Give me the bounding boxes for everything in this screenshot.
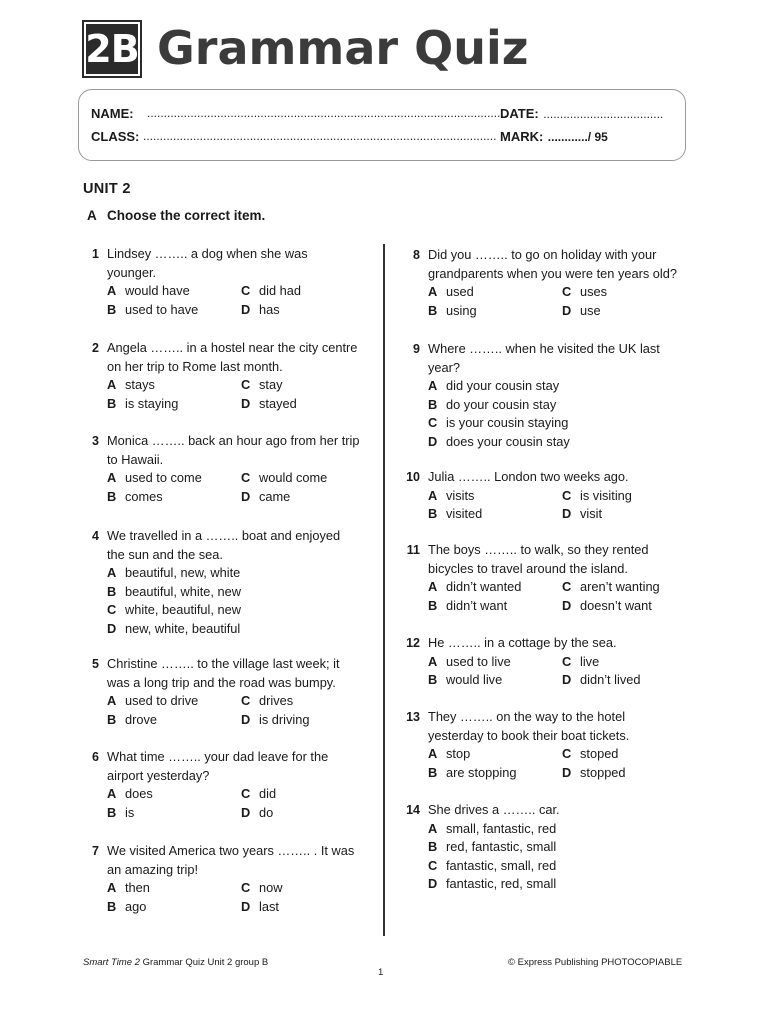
answer-option-d[interactable]: [562, 764, 629, 783]
option-text: doesn’t want: [580, 597, 652, 613]
question-3: [83, 432, 360, 506]
answer-option-d[interactable]: [241, 898, 354, 917]
answer-option-b[interactable]: [107, 898, 241, 917]
mark-row: [500, 128, 608, 146]
option-letter: D: [562, 764, 572, 780]
name-field[interactable]: ............................................................................................................: [147, 106, 508, 120]
option-text: used to have: [125, 301, 199, 317]
question-number: 5: [92, 657, 99, 671]
option-text: came: [259, 488, 291, 504]
answer-option-b[interactable]: [107, 711, 241, 730]
option-text: used to drive: [125, 693, 199, 709]
option-letter: C: [241, 283, 251, 299]
answer-option-d[interactable]: [241, 488, 360, 507]
answer-option-c[interactable]: [562, 283, 677, 302]
answer-options: [107, 692, 340, 729]
answer-option-c[interactable]: [241, 879, 354, 898]
option-letter: B: [428, 396, 438, 412]
option-letter: A: [428, 746, 438, 762]
option-text: do your cousin stay: [446, 396, 557, 412]
question-stem: Julia …….. London two weeks ago.: [428, 469, 629, 484]
option-text: white, beautiful, new: [125, 602, 241, 618]
question-8: [404, 246, 677, 320]
option-letter: A: [107, 880, 117, 896]
answer-option-a[interactable]: [107, 282, 241, 301]
answer-option-a[interactable]: [107, 692, 241, 711]
option-letter: D: [107, 620, 117, 636]
answer-options: [107, 282, 308, 319]
option-letter: A: [428, 487, 438, 503]
option-letter: A: [107, 377, 117, 393]
option-text: does: [125, 786, 153, 802]
answer-options: [428, 487, 632, 524]
answer-option-b[interactable]: [428, 597, 562, 616]
option-text: visited: [446, 506, 483, 522]
option-text: did your cousin stay: [446, 378, 560, 394]
option-letter: C: [428, 857, 438, 873]
option-text: stopped: [580, 764, 626, 780]
option-letter: C: [241, 693, 251, 709]
answer-option-d[interactable]: [107, 620, 340, 639]
answer-option-d[interactable]: [428, 433, 660, 452]
option-text: beautiful, new, white: [125, 565, 241, 581]
class-field[interactable]: ..........................................................................................................: [143, 129, 497, 143]
question-stem: younger.: [107, 264, 157, 280]
option-letter: D: [241, 488, 251, 504]
question-stem: on her trip to Rome last month.: [107, 358, 283, 374]
question-13: [404, 708, 629, 782]
question-stem: year?: [428, 359, 461, 375]
answer-option-b[interactable]: [107, 488, 241, 507]
option-text: do: [259, 804, 274, 820]
answer-option-c[interactable]: [428, 857, 560, 876]
option-text: used to come: [125, 470, 202, 486]
question-stem: Christine …….. to the village last week; it: [107, 656, 340, 671]
question-stem: to Hawaii.: [107, 451, 164, 467]
page-number: 1: [378, 967, 384, 978]
option-text: last: [259, 898, 279, 914]
answer-option-d[interactable]: [428, 875, 560, 894]
option-letter: B: [428, 764, 438, 780]
option-letter: C: [241, 880, 251, 896]
question-9: [404, 340, 660, 452]
question-number: 3: [92, 434, 99, 448]
question-number: 12: [406, 636, 420, 650]
option-letter: C: [562, 284, 572, 300]
class-label: CLASS:: [91, 129, 140, 144]
option-letter: A: [107, 565, 117, 581]
option-text: didn’t wanted: [446, 579, 522, 595]
mark-label: MARK:: [500, 129, 544, 144]
unit-badge: 2B: [82, 20, 142, 78]
option-text: using: [446, 302, 477, 318]
question-stem: the sun and the sea.: [107, 546, 223, 562]
answer-option-c[interactable]: [107, 601, 340, 620]
option-text: beautiful, white, new: [125, 583, 241, 599]
question-number: 1: [92, 247, 99, 261]
question-stem: Where …….. when he visited the UK last: [428, 341, 660, 356]
option-letter: D: [241, 301, 251, 317]
option-text: didn’t lived: [580, 672, 641, 688]
option-text: is your cousin staying: [446, 415, 569, 431]
question-number: 10: [406, 470, 420, 484]
option-letter: D: [428, 433, 438, 449]
copyright: © Express Publishing PHOTOCOPIABLE: [508, 957, 683, 968]
option-letter: B: [107, 301, 117, 317]
option-letter: B: [107, 711, 117, 727]
question-4: [83, 527, 340, 639]
option-letter: D: [562, 597, 572, 613]
option-letter: D: [241, 898, 251, 914]
answer-option-a[interactable]: [107, 879, 241, 898]
name-row: [91, 105, 508, 123]
question-stem: an amazing trip!: [107, 861, 199, 877]
answer-option-d[interactable]: [241, 804, 328, 823]
option-text: is driving: [259, 711, 310, 727]
answer-option-c[interactable]: [241, 785, 328, 804]
option-letter: D: [562, 672, 572, 688]
answer-option-c[interactable]: [562, 653, 640, 672]
option-text: is: [125, 804, 135, 820]
question-number: 11: [406, 543, 420, 557]
column-divider: [383, 244, 385, 936]
answer-option-c[interactable]: [428, 414, 660, 433]
answer-options: [107, 469, 360, 506]
answer-options: [107, 376, 357, 413]
answer-options: [428, 283, 677, 320]
answer-option-b[interactable]: [428, 505, 562, 524]
answer-option-b[interactable]: [428, 396, 660, 415]
option-letter: C: [562, 579, 572, 595]
answer-options: [428, 653, 640, 690]
exercise-letter: A: [87, 208, 97, 223]
question-number: 13: [406, 710, 420, 724]
answer-option-d[interactable]: [241, 301, 308, 320]
answer-options: [107, 785, 328, 822]
option-text: would live: [446, 672, 503, 688]
question-number: 4: [92, 529, 99, 543]
option-letter: C: [241, 786, 251, 802]
answer-option-d[interactable]: [241, 711, 340, 730]
question-number: 9: [413, 342, 420, 356]
question-10: [404, 468, 632, 524]
answer-option-d[interactable]: [241, 395, 357, 414]
option-text: would come: [259, 470, 328, 486]
option-text: does your cousin stay: [446, 433, 570, 449]
option-text: new, white, beautiful: [125, 620, 241, 636]
answer-option-a[interactable]: [428, 487, 562, 506]
option-text: live: [580, 653, 600, 669]
option-text: stay: [259, 377, 283, 393]
option-text: is staying: [125, 395, 179, 411]
answer-options: [428, 377, 660, 451]
question-number: 14: [406, 803, 420, 817]
option-text: use: [580, 302, 601, 318]
instruction-text: Choose the correct item.: [107, 208, 266, 223]
option-text: are stopping: [446, 764, 517, 780]
book-title: Smart Time 2: [83, 957, 140, 968]
answer-option-b[interactable]: [428, 671, 562, 690]
option-text: visits: [446, 487, 475, 503]
question-stem: Did you …….. to go on holiday with your: [428, 247, 657, 262]
question-stem: was a long trip and the road was bumpy.: [107, 674, 336, 690]
answer-option-a[interactable]: [428, 653, 562, 672]
option-text: uses: [580, 284, 608, 300]
answer-option-b[interactable]: [428, 764, 562, 783]
question-number: 8: [413, 248, 420, 262]
option-letter: B: [428, 672, 438, 688]
option-letter: C: [562, 487, 572, 503]
answer-option-a[interactable]: [428, 283, 562, 302]
question-number: 2: [92, 341, 99, 355]
question-stem: They …….. on the way to the hotel: [428, 709, 626, 724]
answer-option-a[interactable]: [107, 376, 241, 395]
option-letter: D: [428, 876, 438, 892]
name-label: NAME:: [91, 106, 134, 121]
option-text: did: [259, 786, 277, 802]
option-letter: B: [107, 898, 117, 914]
answer-option-d[interactable]: [562, 597, 660, 616]
answer-option-c[interactable]: [241, 282, 308, 301]
answer-option-c[interactable]: [562, 487, 632, 506]
option-letter: C: [428, 415, 438, 431]
option-letter: B: [428, 839, 438, 855]
question-stem: She drives a …….. car.: [428, 802, 560, 817]
option-text: stoped: [580, 746, 619, 762]
option-letter: B: [107, 395, 117, 411]
option-letter: A: [107, 470, 117, 486]
answer-option-c[interactable]: [562, 745, 629, 764]
answer-option-a[interactable]: [428, 820, 560, 839]
question-stem: Angela …….. in a hostel near the city centre: [107, 340, 358, 355]
answer-option-d[interactable]: [562, 302, 677, 321]
option-text: drove: [125, 711, 158, 727]
option-letter: B: [107, 488, 117, 504]
option-text: red, fantastic, small: [446, 839, 557, 855]
option-text: comes: [125, 488, 163, 504]
question-11: [404, 541, 660, 615]
question-number: 6: [92, 750, 99, 764]
question-stem: Monica …….. back an hour ago from her trip: [107, 433, 360, 448]
option-letter: A: [428, 820, 438, 836]
option-letter: B: [107, 583, 117, 599]
option-text: used to live: [446, 653, 511, 669]
option-text: didn’t want: [446, 597, 508, 613]
option-text: stays: [125, 377, 155, 393]
date-field[interactable]: ....................................: [543, 107, 664, 121]
option-text: used: [446, 284, 474, 300]
option-text: stop: [446, 746, 471, 762]
question-stem: grandparents when you were ten years old?: [428, 265, 677, 281]
answer-option-b[interactable]: [428, 302, 562, 321]
question-stem: bicycles to travel around the island.: [428, 560, 628, 576]
question-12: [404, 634, 640, 690]
answer-option-a[interactable]: [428, 745, 562, 764]
question-stem: What time …….. your dad leave for the: [107, 749, 329, 764]
answer-option-c[interactable]: [241, 692, 340, 711]
question-14: [404, 801, 560, 894]
answer-options: [428, 820, 560, 894]
answer-option-c[interactable]: [241, 469, 360, 488]
option-letter: A: [428, 579, 438, 595]
question-stem: Lindsey …….. a dog when she was: [107, 246, 308, 261]
date-label: DATE:: [500, 106, 539, 121]
option-letter: C: [562, 746, 572, 762]
answer-option-d[interactable]: [562, 671, 640, 690]
mark-field[interactable]: ............/ 95: [547, 130, 608, 144]
answer-option-b[interactable]: [428, 838, 560, 857]
option-text: drives: [259, 693, 294, 709]
answer-option-a[interactable]: [428, 578, 562, 597]
option-letter: B: [428, 597, 438, 613]
answer-option-b[interactable]: [107, 301, 241, 320]
option-letter: D: [241, 804, 251, 820]
answer-option-d[interactable]: [562, 505, 632, 524]
option-text: has: [259, 301, 280, 317]
answer-option-a[interactable]: [107, 469, 241, 488]
unit-heading: UNIT 2: [83, 181, 131, 197]
page-title: Grammar Quiz: [157, 21, 529, 75]
question-2: [83, 339, 357, 413]
option-letter: C: [562, 653, 572, 669]
student-info-box: [78, 89, 686, 161]
question-number: 7: [92, 844, 99, 858]
answer-option-c[interactable]: [562, 578, 660, 597]
class-row: [91, 128, 497, 146]
option-letter: A: [107, 786, 117, 802]
quiz-caption: Grammar Quiz Unit 2 group B: [139, 957, 269, 968]
option-letter: D: [562, 506, 572, 522]
option-text: visit: [580, 506, 603, 522]
option-letter: B: [428, 302, 438, 318]
option-letter: A: [107, 283, 117, 299]
answer-options: [428, 578, 660, 615]
date-row: [500, 105, 663, 123]
option-letter: C: [241, 470, 251, 486]
answer-options: [107, 879, 354, 916]
question-stem: We visited America two years …….. . It was: [107, 843, 355, 858]
exercise-instruction: [87, 208, 265, 223]
option-letter: A: [107, 693, 117, 709]
option-text: then: [125, 880, 150, 896]
question-7: [83, 842, 354, 916]
answer-option-b[interactable]: [107, 804, 241, 823]
answer-option-a[interactable]: [107, 785, 241, 804]
option-text: ago: [125, 898, 147, 914]
option-letter: A: [428, 378, 438, 394]
question-1: [83, 245, 308, 319]
question-stem: yesterday to book their boat tickets.: [428, 727, 630, 743]
option-text: small, fantastic, red: [446, 820, 557, 836]
option-letter: A: [428, 653, 438, 669]
answer-options: [107, 564, 340, 638]
answer-options: [428, 745, 629, 782]
option-letter: D: [241, 395, 251, 411]
option-letter: C: [241, 377, 251, 393]
option-text: aren’t wanting: [580, 579, 660, 595]
option-letter: D: [562, 302, 572, 318]
option-letter: B: [107, 804, 117, 820]
question-stem: airport yesterday?: [107, 767, 210, 783]
answer-option-c[interactable]: [241, 376, 357, 395]
option-text: did had: [259, 283, 301, 299]
option-letter: D: [241, 711, 251, 727]
option-text: now: [259, 880, 283, 896]
question-stem: He …….. in a cottage by the sea.: [428, 635, 617, 650]
option-text: stayed: [259, 395, 297, 411]
option-text: fantastic, red, small: [446, 876, 557, 892]
answer-option-a[interactable]: [428, 377, 660, 396]
option-letter: A: [428, 284, 438, 300]
answer-option-a[interactable]: [107, 564, 340, 583]
option-text: would have: [125, 283, 190, 299]
answer-option-b[interactable]: [107, 395, 241, 414]
option-text: fantastic, small, red: [446, 857, 557, 873]
option-text: is visiting: [580, 487, 632, 503]
question-stem: We travelled in a …….. boat and enjoyed: [107, 528, 341, 543]
option-letter: C: [107, 602, 117, 618]
question-stem: The boys …….. to walk, so they rented: [428, 542, 649, 557]
question-6: [83, 748, 328, 822]
option-letter: B: [428, 506, 438, 522]
answer-option-b[interactable]: [107, 583, 340, 602]
question-5: [83, 655, 340, 729]
footer-caption: [83, 957, 268, 968]
